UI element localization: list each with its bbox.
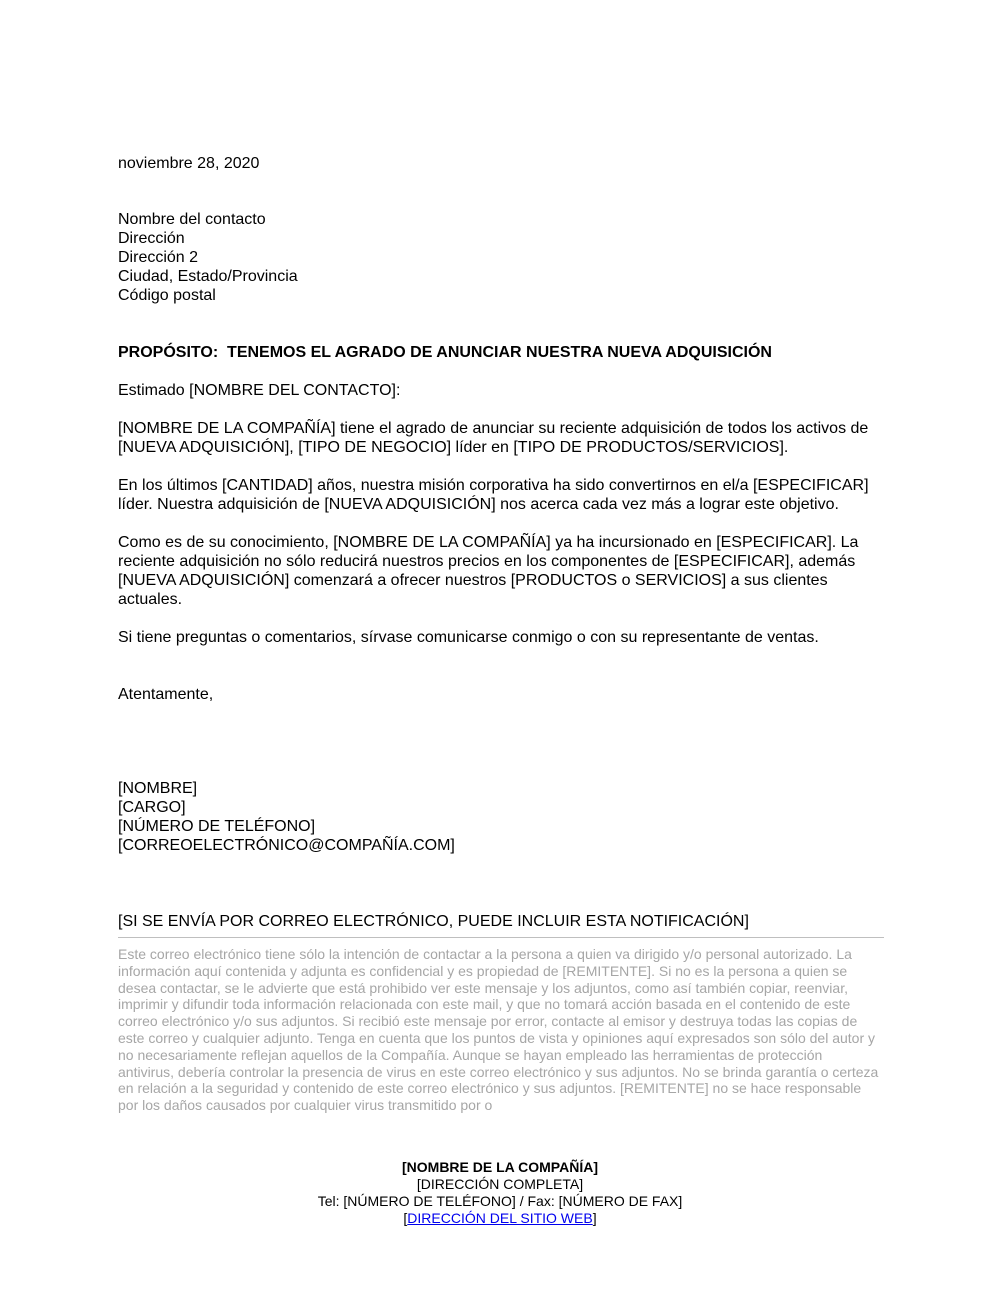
disclaimer-text: Este correo electrónico tiene sólo la intención de contactar a la persona a quien va dirigido y/o personal autorizado. La información aquí contenida y adjunta es confidencial y es propiedad de [REMITENTE]. Si no es la persona a quien se desea contactar, se le advierte que está prohibido ver este mensaje y los adjuntos, como así también copiar, reenviar, imprimir y difundir toda información relacionada con este mail, y que no tomará acción basada en el contenido de este correo electrónico y/o sus adjuntos. Si recibió este mensaje por error, contacte al emisor y destruya todas las copias de este correo y cualquier adjunto. Tenga en cuenta que los puntos de vista y opiniones aquí expresados son sólo del autor y no necesariamente reflejan aquellos de la Compañía. Aunque se hayan empleado las herramientas de protección antivirus, debería controlar la presencia de virus en este correo electrónico y sus adjuntos. No se brinda garantía o certeza en relación a la seguridad y contenido de este correo electrónico y sus adjuntos. [REMITENTE] no se hace responsable por los daños causados por cualquier virus transmitido por o bbox=[118, 946, 879, 1114]
recipient-address bbox=[118, 210, 884, 305]
body-paragraph: [NOMBRE DE LA COMPAÑÍA] tiene el agrado de anunciar su reciente adquisición de todos los activos de [NUEVA ADQUISICIÓN], [TIPO DE NEGOCIO] líder en [TIPO DE PRODUCTOS/SERVICIOS]. bbox=[118, 420, 869, 456]
letter-greeting: Estimado [NOMBRE DEL CONTACTO]: bbox=[118, 382, 401, 399]
signature-phone: [NÚMERO DE TELÉFONO] bbox=[118, 818, 316, 835]
footer-contact: Tel: [NÚMERO DE TELÉFONO] / Fax: [NÚMERO DE FAX] bbox=[317, 1193, 683, 1209]
footer-bracket-close: ] bbox=[592, 1210, 597, 1226]
address-line: Código postal bbox=[118, 287, 216, 304]
body-paragraph: En los últimos [CANTIDAD] años, nuestra misión corporativa ha sido convertirnos en el/a [ESPECIFICAR] líder. Nuestra adquisición de [NUEVA ADQUISICIÓN] nos acerca cada vez más a lograr este objetivo. bbox=[118, 477, 869, 513]
website-link[interactable]: DIRECCIÓN DEL SITIO WEB bbox=[407, 1210, 593, 1226]
letter-date: noviembre 28, 2020 bbox=[118, 155, 260, 172]
signature-email: [CORREOELECTRÓNICO@COMPAÑÍA.COM] bbox=[118, 837, 455, 854]
body-paragraph: Si tiene preguntas o comentarios, sírvase comunicarse conmigo o con su representante de ventas. bbox=[118, 629, 819, 646]
footer-bracket-open: [ bbox=[403, 1210, 408, 1226]
address-line: Nombre del contacto bbox=[118, 211, 266, 228]
signature-block bbox=[118, 779, 884, 855]
address-line: Dirección bbox=[118, 230, 185, 247]
letter-subject: PROPÓSITO: TENEMOS EL AGRADO DE ANUNCIAR NUESTRA NUEVA ADQUISICIÓN bbox=[118, 344, 772, 361]
footer-company-name: [NOMBRE DE LA COMPAÑÍA] bbox=[402, 1159, 598, 1175]
letterhead-footer bbox=[0, 1159, 1000, 1227]
letter-body bbox=[118, 150, 884, 1114]
address-line: Ciudad, Estado/Provincia bbox=[118, 268, 298, 285]
body-paragraph: Como es de su conocimiento, [NOMBRE DE LA COMPAÑÍA] ya ha incursionado en [ESPECIFICAR]. La reciente adquisición no sólo reducirá nuestros precios en los componentes de [ESPECIFICAR], además [NUEVA ADQUISICIÓN] comenzará a ofrecer nuestros [PRODUCTOS o SERVICIOS] a sus clientes actuales. bbox=[118, 534, 859, 608]
footer-address: [DIRECCIÓN COMPLETA] bbox=[416, 1176, 584, 1192]
disclaimer-heading: [SI SE ENVÍA POR CORREO ELECTRÓNICO, PUEDE INCLUIR ESTA NOTIFICACIÓN] bbox=[118, 912, 884, 938]
address-line: Dirección 2 bbox=[118, 249, 199, 266]
signature-title: [CARGO] bbox=[118, 799, 186, 816]
letter-closing: Atentamente, bbox=[118, 686, 214, 703]
signature-name: [NOMBRE] bbox=[118, 780, 198, 797]
footer-website-line bbox=[0, 1210, 1000, 1227]
